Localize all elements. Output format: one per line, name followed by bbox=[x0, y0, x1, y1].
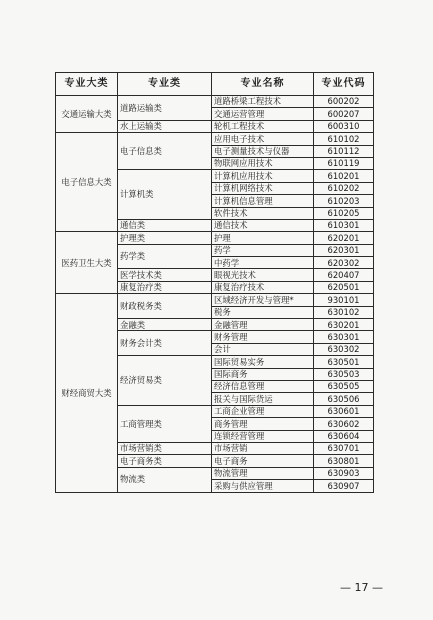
type-cell: 物流类 bbox=[118, 467, 212, 492]
table-header-row bbox=[56, 73, 374, 96]
major-code-cell: 630505 bbox=[314, 380, 374, 392]
category-cell: 交通运输大类 bbox=[56, 96, 118, 133]
type-cell: 财政税务类 bbox=[118, 294, 212, 319]
type-cell: 药学类 bbox=[118, 244, 212, 269]
major-name-cell: 国际贸易实务 bbox=[212, 356, 314, 368]
major-name-cell: 电子测量技术与仪器 bbox=[212, 145, 314, 157]
category-cell: 财经商贸大类 bbox=[56, 294, 118, 492]
type-cell: 经济贸易类 bbox=[118, 356, 212, 406]
major-code-cell: 600207 bbox=[314, 108, 374, 120]
major-code-cell: 620301 bbox=[314, 244, 374, 256]
major-name-cell: 物流管理 bbox=[212, 467, 314, 479]
page-number: — 17 — bbox=[340, 581, 383, 594]
major-code-cell: 630201 bbox=[314, 319, 374, 331]
major-name-cell: 区域经济开发与管理* bbox=[212, 294, 314, 306]
major-name-cell: 国际商务 bbox=[212, 368, 314, 380]
major-code-cell: 620201 bbox=[314, 232, 374, 244]
major-code-cell: 610119 bbox=[314, 157, 374, 169]
major-name-cell: 市场营销 bbox=[212, 442, 314, 454]
type-cell: 金融类 bbox=[118, 319, 212, 331]
major-code-cell: 930101 bbox=[314, 294, 374, 306]
major-code-cell: 630501 bbox=[314, 356, 374, 368]
major-code-cell: 610102 bbox=[314, 133, 374, 145]
table-row bbox=[56, 96, 374, 108]
type-cell: 计算机类 bbox=[118, 170, 212, 220]
major-name-cell: 工商企业管理 bbox=[212, 405, 314, 417]
table-body bbox=[56, 96, 374, 493]
major-name-cell: 软件技术 bbox=[212, 207, 314, 219]
major-name-cell: 计算机网络技术 bbox=[212, 182, 314, 194]
table-row bbox=[56, 232, 374, 244]
major-name-cell: 采购与供应管理 bbox=[212, 480, 314, 492]
major-code-cell: 630102 bbox=[314, 306, 374, 318]
major-code-cell: 610203 bbox=[314, 195, 374, 207]
type-cell: 电子商务类 bbox=[118, 455, 212, 467]
major-code-cell: 630301 bbox=[314, 331, 374, 343]
major-code-cell: 630907 bbox=[314, 480, 374, 492]
major-name-cell: 计算机信息管理 bbox=[212, 195, 314, 207]
major-name-cell: 通信技术 bbox=[212, 219, 314, 231]
major-code-cell: 610201 bbox=[314, 170, 374, 182]
major-name-cell: 金融管理 bbox=[212, 319, 314, 331]
major-name-cell: 报关与国际货运 bbox=[212, 393, 314, 405]
major-name-cell: 商务管理 bbox=[212, 418, 314, 430]
header-type: 专业类 bbox=[118, 73, 212, 96]
major-name-cell: 药学 bbox=[212, 244, 314, 256]
major-code-cell: 610301 bbox=[314, 219, 374, 231]
major-code-cell: 630604 bbox=[314, 430, 374, 442]
header-category: 专业大类 bbox=[56, 73, 118, 96]
category-cell: 电子信息大类 bbox=[56, 133, 118, 232]
major-code-cell: 630503 bbox=[314, 368, 374, 380]
major-name-cell: 连锁经营管理 bbox=[212, 430, 314, 442]
major-code-cell: 630701 bbox=[314, 442, 374, 454]
major-code-cell: 630506 bbox=[314, 393, 374, 405]
major-code-cell: 610112 bbox=[314, 145, 374, 157]
major-name-cell: 交通运营管理 bbox=[212, 108, 314, 120]
major-code-cell: 630903 bbox=[314, 467, 374, 479]
type-cell: 工商管理类 bbox=[118, 405, 212, 442]
major-code-cell: 620501 bbox=[314, 281, 374, 293]
type-cell: 道路运输类 bbox=[118, 96, 212, 121]
type-cell: 通信类 bbox=[118, 219, 212, 231]
major-name-cell: 应用电子技术 bbox=[212, 133, 314, 145]
major-code-cell: 620407 bbox=[314, 269, 374, 281]
major-code-cell: 630801 bbox=[314, 455, 374, 467]
major-name-cell: 会计 bbox=[212, 343, 314, 355]
type-cell: 康复治疗类 bbox=[118, 281, 212, 293]
major-name-cell: 康复治疗技术 bbox=[212, 281, 314, 293]
header-major-code: 专业代码 bbox=[314, 73, 374, 96]
major-code-cell: 630601 bbox=[314, 405, 374, 417]
type-cell: 电子信息类 bbox=[118, 133, 212, 170]
major-name-cell: 税务 bbox=[212, 306, 314, 318]
type-cell: 市场营销类 bbox=[118, 442, 212, 454]
type-cell: 财务会计类 bbox=[118, 331, 212, 356]
major-code-cell: 620302 bbox=[314, 257, 374, 269]
major-code-cell: 630602 bbox=[314, 418, 374, 430]
major-name-cell: 护理 bbox=[212, 232, 314, 244]
type-cell: 医学技术类 bbox=[118, 269, 212, 281]
type-cell: 护理类 bbox=[118, 232, 212, 244]
major-catalog-table bbox=[55, 72, 374, 493]
major-name-cell: 财务管理 bbox=[212, 331, 314, 343]
major-code-cell: 630302 bbox=[314, 343, 374, 355]
major-name-cell: 物联网应用技术 bbox=[212, 157, 314, 169]
category-cell: 医药卫生大类 bbox=[56, 232, 118, 294]
header-major-name: 专业名称 bbox=[212, 73, 314, 96]
major-code-cell: 610202 bbox=[314, 182, 374, 194]
major-code-cell: 600202 bbox=[314, 96, 374, 108]
table-row bbox=[56, 294, 374, 306]
major-name-cell: 电子商务 bbox=[212, 455, 314, 467]
major-name-cell: 轮机工程技术 bbox=[212, 120, 314, 132]
table-row bbox=[56, 133, 374, 145]
major-code-cell: 600310 bbox=[314, 120, 374, 132]
major-name-cell: 计算机应用技术 bbox=[212, 170, 314, 182]
major-name-cell: 中药学 bbox=[212, 257, 314, 269]
major-name-cell: 经济信息管理 bbox=[212, 380, 314, 392]
type-cell: 水上运输类 bbox=[118, 120, 212, 132]
major-name-cell: 道路桥梁工程技术 bbox=[212, 96, 314, 108]
major-code-cell: 610205 bbox=[314, 207, 374, 219]
major-name-cell: 眼视光技术 bbox=[212, 269, 314, 281]
